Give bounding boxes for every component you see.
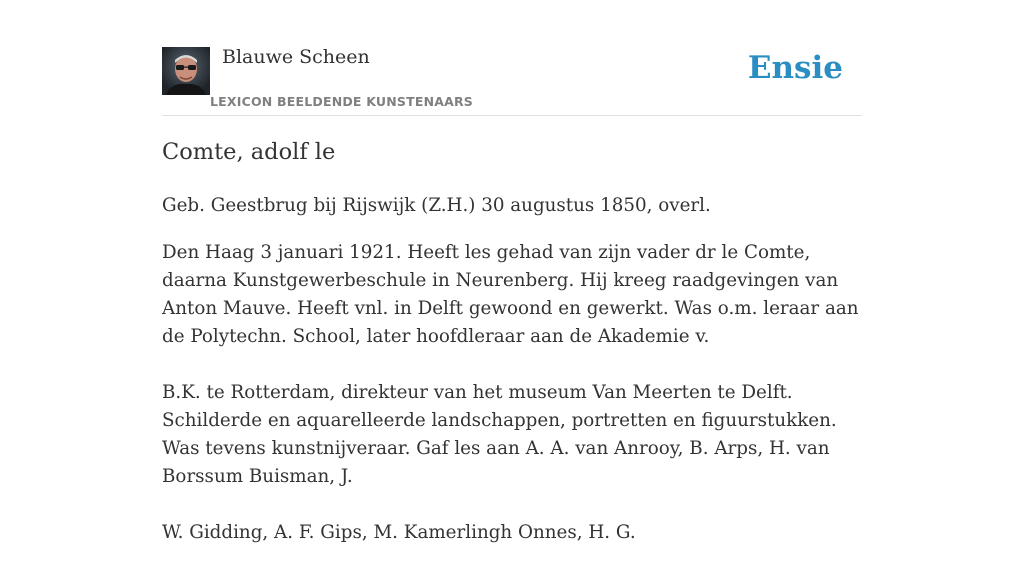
site-logo[interactable]: Ensie [747, 50, 843, 86]
article-paragraph: B.K. te Rotterdam, direkteur van het museum Van Meerten te Delft. Schilderde en aquarelleerde landschappen, portretten en figuurstukken. Was tevens kunstnijveraar. Gaf les aan A. A. van Anrooy, B. Arps, H. van Borssum Buisman, J. [162, 382, 837, 487]
article-paragraph: W. Gidding, A. F. Gips, M. Kamerlingh Onnes, H. G. [162, 522, 636, 543]
article-body [162, 192, 872, 566]
article-paragraph: Den Haag 3 januari 1921. Heeft les gehad van zijn vader dr le Comte, daarna Kunstgewerbeschule in Neurenberg. Hij kreeg raadgevingen van Anton Mauve. Heeft vnl. in Delft gewoond en gewerkt. Was o.m. leraar aan de Polytechn. School, later hoofdleraar aan de Akademie v. [162, 242, 859, 347]
author-name[interactable]: Blauwe Scheen [222, 46, 370, 68]
page-title: Comte, adolf le [162, 139, 336, 165]
category-label[interactable]: LEXICON BEELDENDE KUNSTENAARS [210, 94, 474, 109]
article-paragraph: Geb. Geestbrug bij Rijswijk (Z.H.) 30 augustus 1850, overl. [162, 195, 711, 216]
avatar[interactable] [162, 47, 210, 95]
avatar-photo [162, 47, 210, 95]
header-divider [162, 115, 862, 116]
